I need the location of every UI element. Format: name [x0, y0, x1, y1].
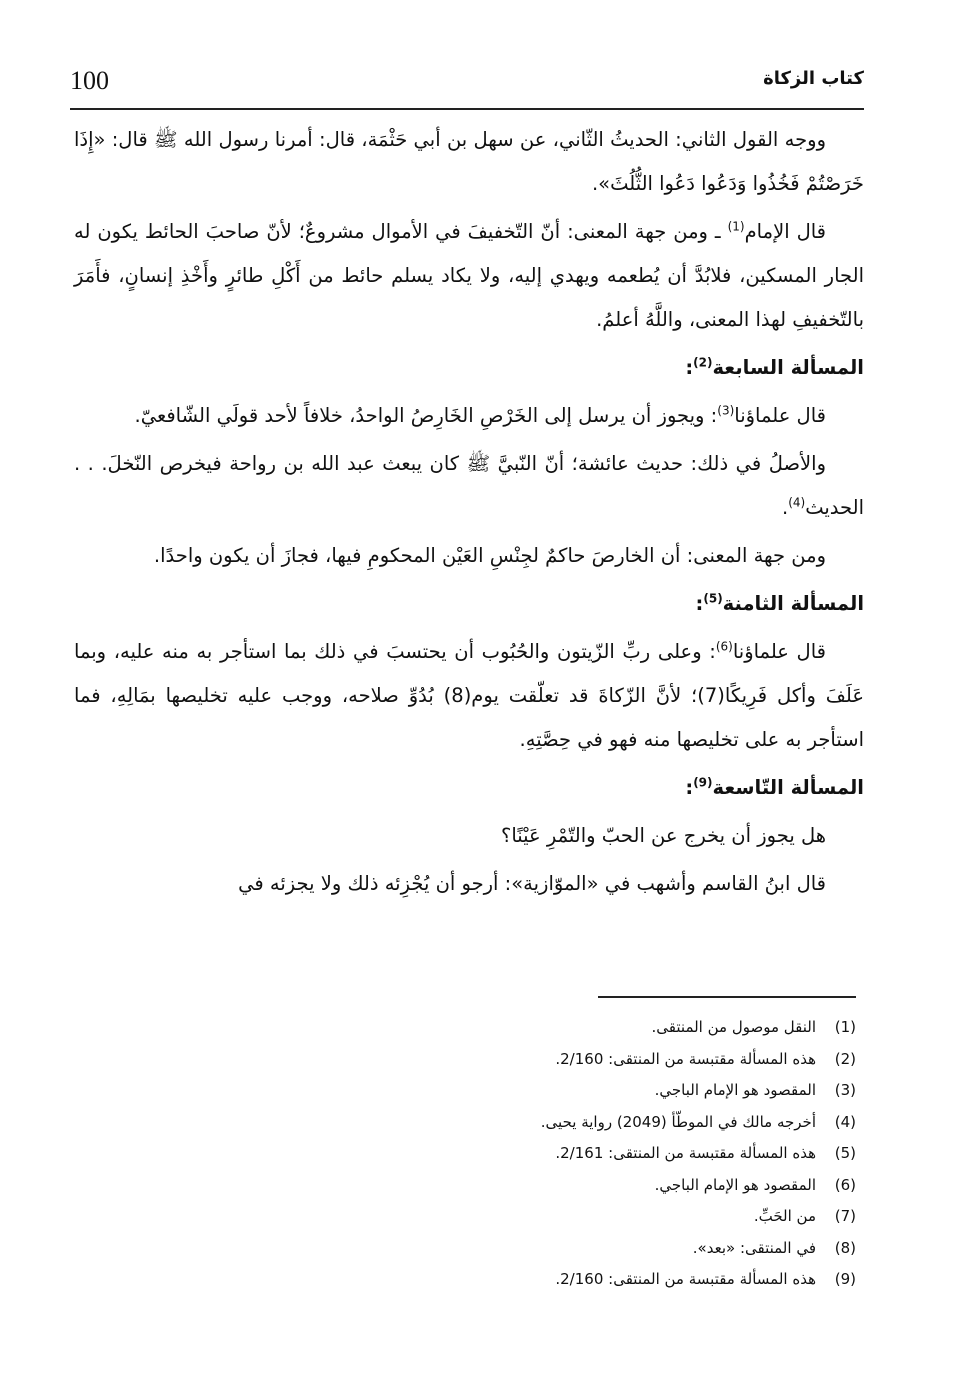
footnote-item [200, 1012, 856, 1044]
footnote-number: (9) [834, 1270, 856, 1288]
footnotes-list [200, 1012, 856, 1296]
footnote-ref: (4) [788, 495, 806, 510]
paragraph-text: ووجه القول الثاني: الحديثُ الثّاني، عن سهل بن أبي حَثْمَة، قال: أمرنا رسول الله ﷺ قال: «إِذَا خَرَصْتُمْ فَخُذُوا وَدَعُوا دَعُوا الثُّلُثَ». [74, 128, 864, 195]
footnote-item [200, 1044, 856, 1076]
footnote-number: (6) [834, 1175, 856, 1194]
footnote-number: (1) [834, 1018, 856, 1036]
footnote-item [200, 1264, 856, 1296]
footnote-text: المقصود هو الإمام الباجي. [654, 1081, 816, 1099]
paragraph [74, 210, 864, 342]
footnote-item [200, 1107, 856, 1139]
paragraph [74, 630, 864, 762]
paragraph-text-continued: : [685, 356, 694, 379]
footnote-number: (5) [834, 1144, 856, 1162]
running-title: كتاب الزكاة [763, 68, 864, 89]
footnote-text: أخرجه مالك في الموطّأ (2049) رواية يحيى. [540, 1112, 816, 1131]
footnote-text: هذه المسألة مقتبسة من المنتقى: 2/160. [555, 1270, 816, 1288]
footnote-item [200, 1138, 856, 1170]
paragraph-text-continued: : [685, 776, 694, 799]
footnote-ref: (5) [703, 591, 723, 606]
footnote-text: في المنتقى: «بعد». [692, 1238, 816, 1257]
paragraph-text: ومن جهة المعنى: أن الخارصَ حاكمٌ لجِنْسِ العَيْن المحكومِ فيها، فجازَ أن يكون واحدًا. [153, 544, 826, 567]
footnote-ref: (3) [717, 403, 735, 418]
paragraph-text-continued: : [695, 592, 704, 615]
footnote-item [200, 1233, 856, 1265]
footnote-number: (4) [834, 1112, 856, 1131]
footnote-number: (8) [834, 1238, 856, 1257]
footnote-number: (7) [834, 1207, 856, 1225]
paragraph [74, 534, 864, 578]
paragraph-text: قال ابنُ القاسم وأشهب في «الموّازية»: أرجو أن يُجْزِئه ذلك ولا يجزئه في [238, 872, 826, 895]
footnote-text: المقصود هو الإمام الباجي. [654, 1175, 816, 1194]
paragraph-text-continued: : وعلى ربِّ الزّيتون والحُبُوب أن يحتسبَ في ذلك بما استأجر به منه عليه، وبما عَلَفَ وأكل فَرِيكًا(7)؛ لأنَّ الزّكاةَ قد تعلّقت يوم(8) بُدُوِّ صلاحه، ووجب عليه تخليصها بمَالِهِ، فما استأجر به على تخليصها منه فهو في حِصَّتِهِ. [74, 640, 864, 751]
paragraph-text: هل يجوز أن يخرج عن الحبّ والتّمْرِ عَيْنًا؟ [500, 824, 826, 847]
footnote-item [200, 1170, 856, 1202]
paragraph-text: المسألة التّاسعة [712, 776, 864, 799]
footnote-ref: (1) [727, 219, 745, 234]
paragraph-text: قال علماؤنا [732, 640, 826, 663]
paragraph [74, 442, 864, 530]
page-number: 100 [70, 66, 109, 95]
section-heading [74, 582, 864, 626]
paragraph [74, 862, 864, 906]
section-heading [74, 346, 864, 390]
paragraph-text-continued: ـ ومن جهة المعنى: أنّ التّخفيفَ في الأموال مشروعٌ؛ لأنّ صاحبَ الحائط يكون له الجار المسكين، فلابُدَّ أن يُطعمه ويهدي إليه، ولا يكاد يسلم حائط من أَكْلِ طائرٍ وأَخْذِ إنسانٍ، فأَمَرَ بالتّخفيفِ لهذا المعنى، واللَّهُ أعلمُ. [74, 220, 864, 331]
footnote-ref: (2) [693, 355, 713, 370]
footnote-text: النقل موصول من المنتقى. [651, 1018, 816, 1036]
paragraph-text: المسألة الثامنة [722, 592, 864, 615]
paragraph-text: المسألة السابعة [712, 356, 864, 379]
footnote-number: (2) [834, 1049, 856, 1068]
page-header [70, 62, 864, 110]
footnote-item [200, 1201, 856, 1233]
paragraph-text-continued: : ويجوز أن يرسل إلى الخَرْصِ الخَارِصُ الواحدُ، خلافاً لأحد قولَي الشّافعيّ. [134, 404, 718, 427]
paragraph-text: قال الإمام [744, 220, 826, 243]
footnote-text: هذه المسألة مقتبسة من المنتقى: 2/160. [555, 1049, 816, 1068]
paragraph-text: والأصلُ في ذلك: حديث عائشة؛ أنّ النّبيَّ ﷺ كان يبعث عبد الله بن رواحة فيخرص النّخلَ. . . الحديث [74, 452, 864, 519]
paragraph-text: قال علماؤنا [734, 404, 826, 427]
paragraph [74, 118, 864, 206]
footnote-ref: (9) [693, 775, 713, 790]
paragraph-text-continued: . [782, 496, 789, 519]
section-heading [74, 766, 864, 810]
footnote-text: من الحَبِّ. [753, 1207, 816, 1225]
footnote-item [200, 1075, 856, 1107]
paragraph [74, 814, 864, 858]
footnote-ref: (6) [715, 639, 733, 654]
footnote-separator [598, 996, 856, 998]
main-text [74, 118, 864, 910]
footnote-number: (3) [834, 1081, 856, 1099]
footnote-text: هذه المسألة مقتبسة من المنتقى: 2/161. [555, 1144, 816, 1162]
paragraph [74, 394, 864, 438]
